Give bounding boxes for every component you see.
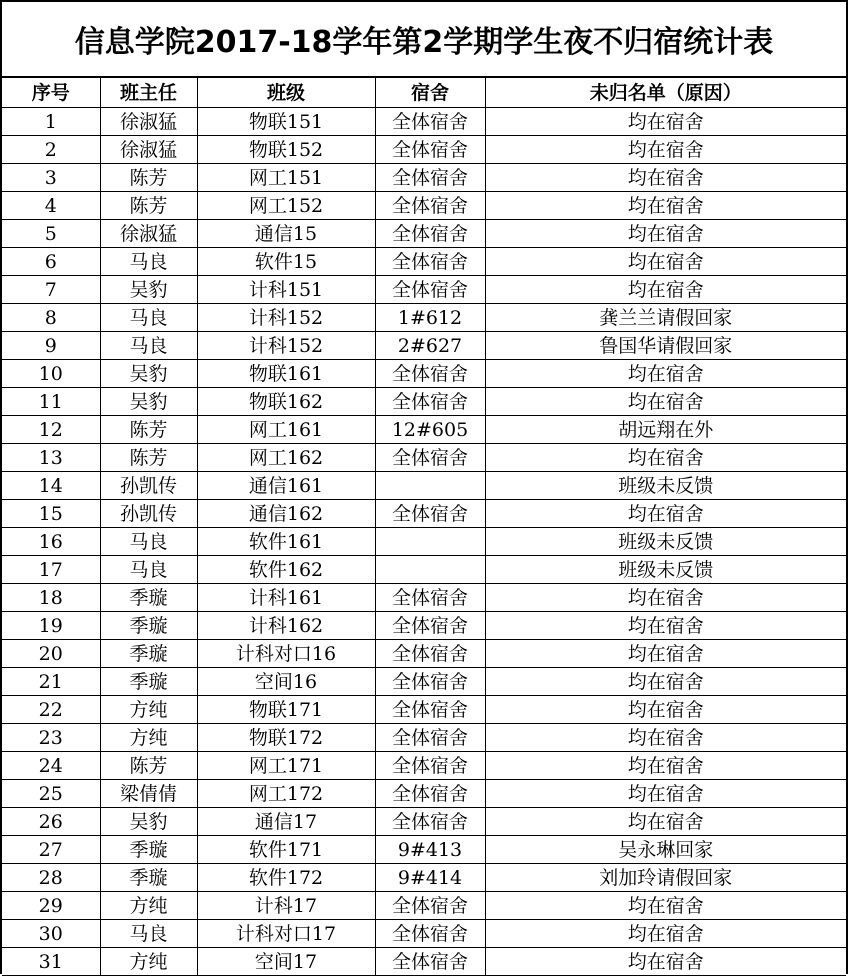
table-row [2, 248, 846, 276]
cell-absent-list: 均在宿舍 [485, 164, 846, 192]
cell-dorm: 全体宿舍 [375, 752, 485, 780]
table-row [2, 500, 846, 528]
cell-no: 6 [2, 248, 100, 276]
cell-dorm: 全体宿舍 [375, 920, 485, 948]
cell-absent-list: 班级未反馈 [485, 556, 846, 584]
table-row [2, 892, 846, 920]
cell-teacher: 马良 [100, 920, 197, 948]
cell-absent-list: 均在宿舍 [485, 248, 846, 276]
table-row [2, 416, 846, 444]
cell-class: 计科162 [197, 612, 375, 640]
cell-dorm: 全体宿舍 [375, 892, 485, 920]
cell-dorm: 12#605 [375, 416, 485, 444]
cell-dorm: 全体宿舍 [375, 640, 485, 668]
cell-absent-list: 均在宿舍 [485, 668, 846, 696]
cell-dorm: 全体宿舍 [375, 136, 485, 164]
cell-class: 软件171 [197, 836, 375, 864]
table-row [2, 360, 846, 388]
table-row [2, 724, 846, 752]
cell-dorm [375, 528, 485, 556]
cell-class: 物联172 [197, 724, 375, 752]
cell-teacher: 马良 [100, 332, 197, 360]
cell-teacher: 陈芳 [100, 444, 197, 472]
cell-no: 14 [2, 472, 100, 500]
cell-class: 计科对口16 [197, 640, 375, 668]
cell-class: 计科152 [197, 332, 375, 360]
cell-class: 物联162 [197, 388, 375, 416]
cell-teacher: 吴豹 [100, 276, 197, 304]
cell-class: 计科161 [197, 584, 375, 612]
cell-teacher: 季璇 [100, 668, 197, 696]
cell-absent-list: 均在宿舍 [485, 192, 846, 220]
cell-no: 31 [2, 948, 100, 976]
cell-teacher: 马良 [100, 528, 197, 556]
cell-absent-list: 均在宿舍 [485, 360, 846, 388]
table-row [2, 444, 846, 472]
cell-dorm: 1#612 [375, 304, 485, 332]
attendance-table [2, 78, 846, 976]
cell-teacher: 陈芳 [100, 416, 197, 444]
table-row [2, 388, 846, 416]
cell-dorm: 全体宿舍 [375, 780, 485, 808]
cell-teacher: 梁倩倩 [100, 780, 197, 808]
table-row [2, 752, 846, 780]
cell-absent-list: 均在宿舍 [485, 500, 846, 528]
header-row [2, 78, 846, 108]
cell-no: 23 [2, 724, 100, 752]
cell-dorm [375, 472, 485, 500]
cell-dorm: 全体宿舍 [375, 500, 485, 528]
table-row [2, 948, 846, 976]
table-row [2, 696, 846, 724]
table-row [2, 220, 846, 248]
cell-teacher: 陈芳 [100, 752, 197, 780]
cell-no: 19 [2, 612, 100, 640]
cell-no: 5 [2, 220, 100, 248]
table-row [2, 108, 846, 136]
cell-no: 22 [2, 696, 100, 724]
cell-teacher: 季璇 [100, 612, 197, 640]
cell-class: 软件15 [197, 248, 375, 276]
cell-class: 物联152 [197, 136, 375, 164]
table-row [2, 528, 846, 556]
cell-absent-list: 均在宿舍 [485, 696, 846, 724]
cell-dorm: 全体宿舍 [375, 360, 485, 388]
cell-dorm: 全体宿舍 [375, 248, 485, 276]
cell-teacher: 季璇 [100, 864, 197, 892]
cell-absent-list: 均在宿舍 [485, 584, 846, 612]
cell-dorm: 9#414 [375, 864, 485, 892]
cell-no: 13 [2, 444, 100, 472]
cell-no: 10 [2, 360, 100, 388]
cell-dorm: 全体宿舍 [375, 192, 485, 220]
table-row [2, 612, 846, 640]
cell-absent-list: 班级未反馈 [485, 528, 846, 556]
cell-absent-list: 均在宿舍 [485, 948, 846, 976]
cell-dorm: 2#627 [375, 332, 485, 360]
header-class: 班级 [197, 78, 375, 108]
header-absent-list: 未归名单（原因） [485, 78, 846, 108]
cell-no: 17 [2, 556, 100, 584]
cell-dorm: 全体宿舍 [375, 696, 485, 724]
cell-absent-list: 均在宿舍 [485, 612, 846, 640]
table-row [2, 192, 846, 220]
cell-dorm: 全体宿舍 [375, 220, 485, 248]
cell-class: 网工171 [197, 752, 375, 780]
cell-absent-list: 均在宿舍 [485, 920, 846, 948]
cell-teacher: 吴豹 [100, 388, 197, 416]
cell-no: 15 [2, 500, 100, 528]
cell-class: 空间17 [197, 948, 375, 976]
cell-teacher: 陈芳 [100, 192, 197, 220]
cell-absent-list: 龚兰兰请假回家 [485, 304, 846, 332]
cell-no: 27 [2, 836, 100, 864]
cell-class: 通信17 [197, 808, 375, 836]
cell-absent-list: 均在宿舍 [485, 752, 846, 780]
cell-class: 通信161 [197, 472, 375, 500]
cell-teacher: 方纯 [100, 892, 197, 920]
table-row [2, 332, 846, 360]
cell-no: 11 [2, 388, 100, 416]
cell-teacher: 季璇 [100, 640, 197, 668]
cell-teacher: 吴豹 [100, 360, 197, 388]
cell-absent-list: 刘加玲请假回家 [485, 864, 846, 892]
cell-absent-list: 均在宿舍 [485, 640, 846, 668]
cell-class: 计科对口17 [197, 920, 375, 948]
cell-class: 网工161 [197, 416, 375, 444]
cell-absent-list: 班级未反馈 [485, 472, 846, 500]
table-row [2, 164, 846, 192]
cell-teacher: 孙凯传 [100, 500, 197, 528]
cell-no: 24 [2, 752, 100, 780]
cell-teacher: 孙凯传 [100, 472, 197, 500]
cell-absent-list: 均在宿舍 [485, 388, 846, 416]
header-no: 序号 [2, 78, 100, 108]
table-row [2, 640, 846, 668]
table-row [2, 920, 846, 948]
cell-class: 空间16 [197, 668, 375, 696]
table-row [2, 780, 846, 808]
cell-no: 16 [2, 528, 100, 556]
cell-teacher: 方纯 [100, 724, 197, 752]
cell-teacher: 季璇 [100, 584, 197, 612]
cell-teacher: 马良 [100, 248, 197, 276]
cell-dorm: 全体宿舍 [375, 724, 485, 752]
header-dorm: 宿舍 [375, 78, 485, 108]
table-row [2, 808, 846, 836]
cell-class: 计科17 [197, 892, 375, 920]
cell-no: 25 [2, 780, 100, 808]
cell-no: 9 [2, 332, 100, 360]
cell-no: 26 [2, 808, 100, 836]
cell-no: 1 [2, 108, 100, 136]
cell-dorm: 全体宿舍 [375, 108, 485, 136]
cell-teacher: 陈芳 [100, 164, 197, 192]
cell-class: 计科152 [197, 304, 375, 332]
cell-absent-list: 均在宿舍 [485, 444, 846, 472]
cell-dorm: 全体宿舍 [375, 444, 485, 472]
cell-dorm: 全体宿舍 [375, 164, 485, 192]
cell-teacher: 马良 [100, 304, 197, 332]
table-row [2, 136, 846, 164]
cell-class: 物联171 [197, 696, 375, 724]
cell-no: 28 [2, 864, 100, 892]
cell-class: 网工172 [197, 780, 375, 808]
cell-class: 计科151 [197, 276, 375, 304]
cell-no: 7 [2, 276, 100, 304]
cell-class: 通信15 [197, 220, 375, 248]
cell-class: 网工152 [197, 192, 375, 220]
cell-absent-list: 均在宿舍 [485, 108, 846, 136]
cell-teacher: 方纯 [100, 696, 197, 724]
cell-teacher: 徐淑猛 [100, 136, 197, 164]
cell-absent-list: 均在宿舍 [485, 808, 846, 836]
cell-teacher: 徐淑猛 [100, 108, 197, 136]
cell-absent-list: 均在宿舍 [485, 276, 846, 304]
cell-teacher: 徐淑猛 [100, 220, 197, 248]
cell-no: 12 [2, 416, 100, 444]
cell-dorm: 全体宿舍 [375, 808, 485, 836]
cell-dorm [375, 556, 485, 584]
cell-dorm: 全体宿舍 [375, 668, 485, 696]
cell-teacher: 方纯 [100, 948, 197, 976]
cell-absent-list: 均在宿舍 [485, 780, 846, 808]
cell-dorm: 9#413 [375, 836, 485, 864]
table-row [2, 668, 846, 696]
cell-no: 29 [2, 892, 100, 920]
cell-no: 8 [2, 304, 100, 332]
cell-class: 物联151 [197, 108, 375, 136]
cell-teacher: 吴豹 [100, 808, 197, 836]
table-row [2, 864, 846, 892]
cell-dorm: 全体宿舍 [375, 276, 485, 304]
cell-no: 20 [2, 640, 100, 668]
cell-no: 4 [2, 192, 100, 220]
cell-absent-list: 均在宿舍 [485, 724, 846, 752]
cell-class: 网工151 [197, 164, 375, 192]
cell-class: 物联161 [197, 360, 375, 388]
cell-no: 30 [2, 920, 100, 948]
cell-absent-list: 鲁国华请假回家 [485, 332, 846, 360]
cell-absent-list: 均在宿舍 [485, 220, 846, 248]
cell-no: 2 [2, 136, 100, 164]
cell-class: 软件172 [197, 864, 375, 892]
cell-absent-list: 吴永琳回家 [485, 836, 846, 864]
cell-no: 3 [2, 164, 100, 192]
cell-absent-list: 胡远翔在外 [485, 416, 846, 444]
cell-dorm: 全体宿舍 [375, 612, 485, 640]
header-teacher: 班主任 [100, 78, 197, 108]
cell-teacher: 马良 [100, 556, 197, 584]
cell-teacher: 季璇 [100, 836, 197, 864]
table-row [2, 276, 846, 304]
cell-dorm: 全体宿舍 [375, 584, 485, 612]
cell-absent-list: 均在宿舍 [485, 892, 846, 920]
table-row [2, 836, 846, 864]
cell-dorm: 全体宿舍 [375, 388, 485, 416]
cell-absent-list: 均在宿舍 [485, 136, 846, 164]
table-row [2, 472, 846, 500]
cell-class: 软件161 [197, 528, 375, 556]
cell-dorm: 全体宿舍 [375, 948, 485, 976]
cell-class: 通信162 [197, 500, 375, 528]
sheet-title: 信息学院2017-18学年第2学期学生夜不归宿统计表 [2, 2, 846, 78]
table-row [2, 304, 846, 332]
table-row [2, 556, 846, 584]
cell-no: 21 [2, 668, 100, 696]
cell-class: 网工162 [197, 444, 375, 472]
cell-no: 18 [2, 584, 100, 612]
cell-class: 软件162 [197, 556, 375, 584]
table-row [2, 584, 846, 612]
